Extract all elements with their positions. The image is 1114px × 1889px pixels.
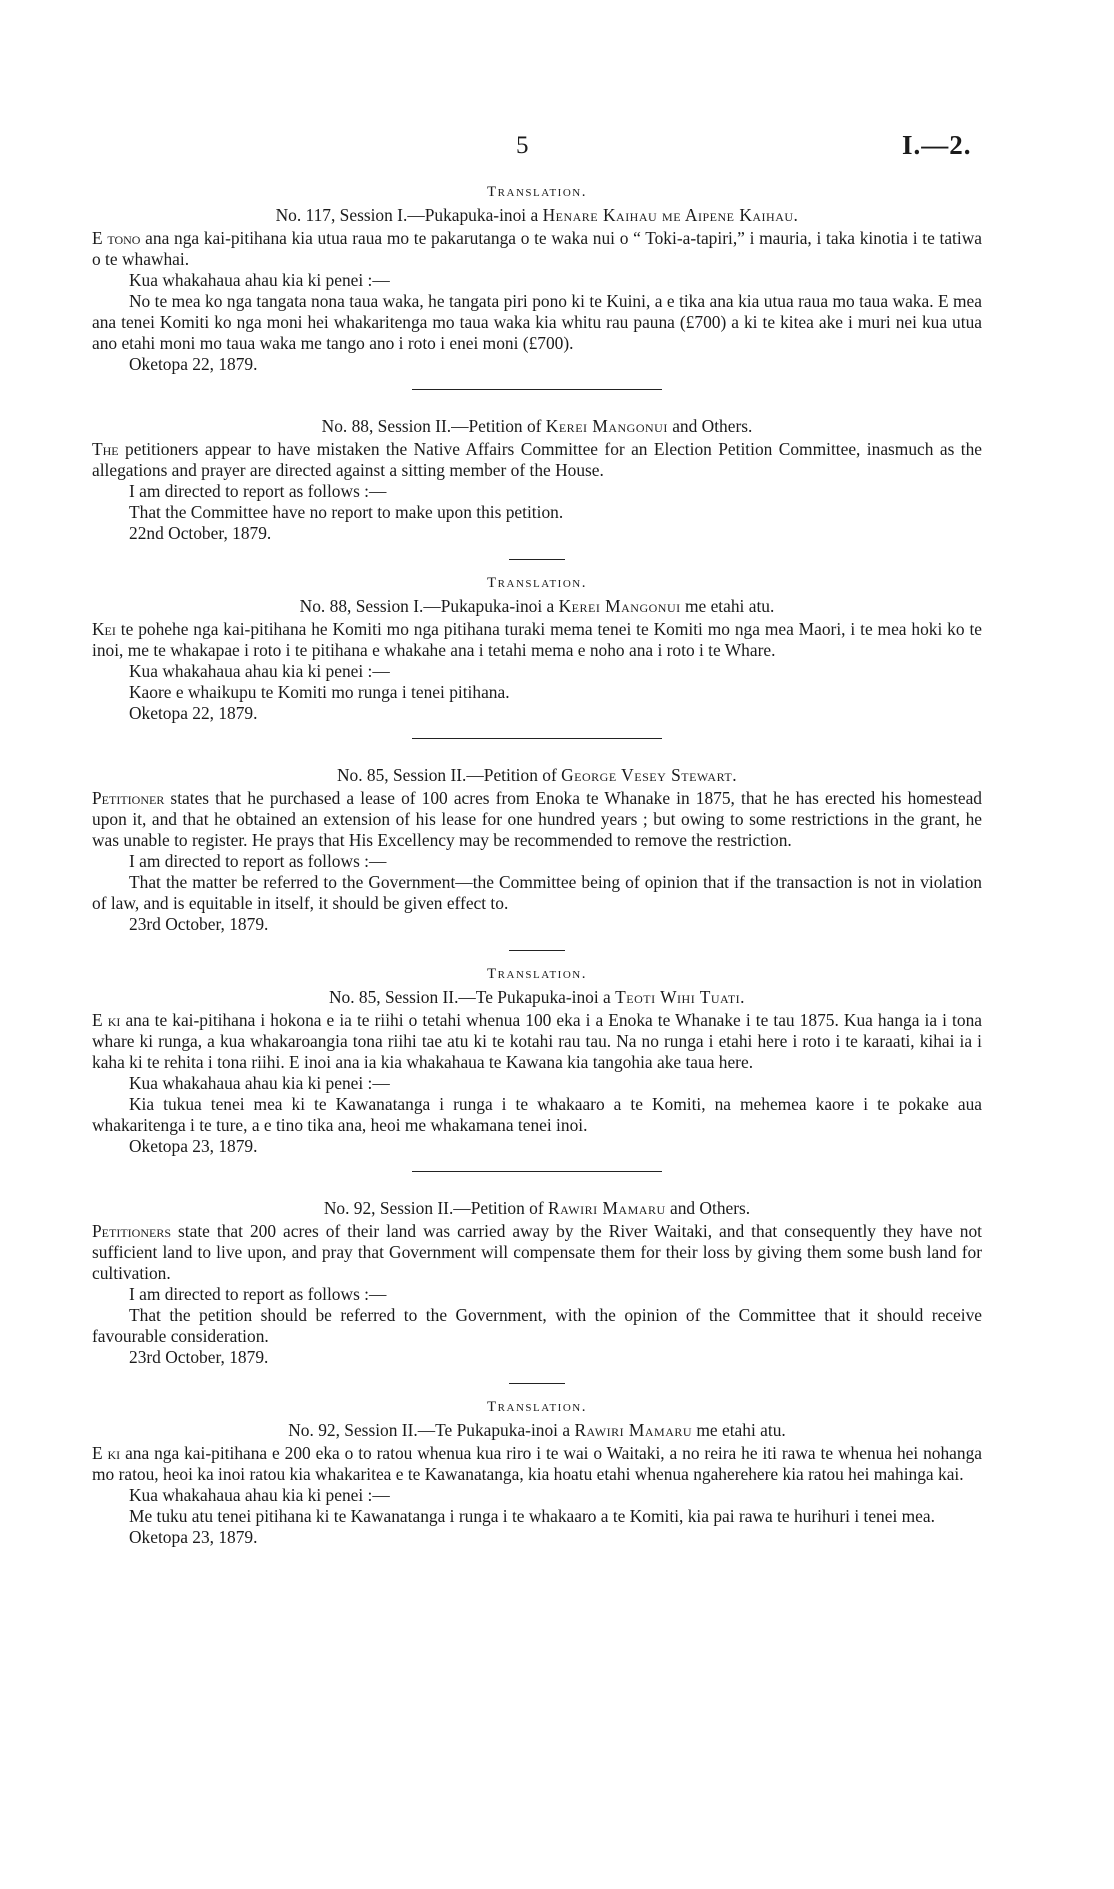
translation-heading: Translation.: [487, 966, 587, 982]
petition-title: No. 85, Session II.—Te Pukapuka-inoi a Teoti Wihi Tuati.: [328, 987, 746, 1007]
petition-section: [92, 182, 982, 375]
petition-title: No. 117, Session I.—Pukapuka-inoi a Henare Kaihau me Aipene Kaihau.: [275, 205, 799, 225]
petitioner-name: Henare Kaihau me Aipene Kaihau.: [542, 205, 799, 225]
petition-section: [92, 765, 982, 935]
petition-title: No. 92, Session II.—Petition of Rawiri Mamaru and Others.: [323, 1198, 751, 1218]
report-text: Kia tukua tenei mea ki te Kawanatanga i runga i te whakaaro a te Komiti, na mehemea kaore i te pokake aua whakaritenga i te ture, a e tino tika ana, heoi me whakamana tenei inoi.: [92, 1094, 982, 1135]
report-date: 22nd October, 1879.: [129, 523, 272, 543]
petition-summary: E ki ana nga kai-pitihana e 200 eka o to ratou whenua kua riro i te wai o Waitaki, a no reira he iti rawa te whenua hei nohanga mo ratou, heoi ka inoi ratou kia whakaritea e te Kawanatanga, kia hoatu etahi whenua ngaherehere kia ratou hei mahinga kai.: [92, 1443, 982, 1484]
document-body: [92, 182, 982, 1548]
petition-title: No. 88, Session I.—Pukapuka-inoi a Kerei Mangonui me etahi atu.: [299, 596, 775, 616]
petition-title: No. 88, Session II.—Petition of Kerei Mangonui and Others.: [321, 416, 753, 436]
lead-word: E tono: [92, 228, 141, 248]
petition-summary: The petitioners appear to have mistaken the Native Affairs Committee for an Election Petition Committee, inasmuch as the allegations and prayer are directed against a sitting member of the House.: [92, 439, 982, 480]
petition-section: [92, 416, 982, 544]
paper-reference: I.—2.: [902, 130, 972, 160]
petition-title: No. 85, Session II.—Petition of George Vesey Stewart.: [336, 765, 738, 785]
lead-word: The: [92, 439, 119, 459]
report-text: Kaore e whaikupu te Komiti mo runga i tenei pitihana.: [129, 682, 510, 702]
page-number: 5: [516, 132, 529, 159]
translation-divider: [509, 1383, 565, 1384]
directed-line: Kua whakahaua ahau kia ki penei :—: [129, 661, 390, 681]
lead-word: Petitioners: [92, 1221, 171, 1241]
petition-section: [92, 1198, 982, 1368]
petitioner-name: Kerei Mangonui: [545, 416, 668, 436]
section-divider: [412, 1171, 662, 1172]
petitioner-name: George Vesey Stewart.: [561, 765, 738, 785]
petition-section: [92, 964, 982, 1157]
lead-word: Petitioner: [92, 788, 165, 808]
petition-summary: Petitioner states that he purchased a lease of 100 acres from Enoka te Whanake in 1875, that he has erected his homestead upon it, and that he obtained an extension of his lease for one hundred years ; but owing to some restrictions in the grant, he was unable to register. He prays that His Excellency may be recommended to remove the restriction.: [92, 788, 982, 850]
petitioner-name: Rawiri Mamaru: [574, 1420, 693, 1440]
petitioner-name: Rawiri Mamaru: [548, 1198, 666, 1218]
petition-summary: E ki ana te kai-pitihana i hokona e ia te riihi o tetahi whenua 100 eka i a Enoka te Whanake i te tau 1875. Kua hanga ia i tona whare ki runga, a kua whakaroangia tona riihi tae atu ki te kotahi rau tau. Na no runga i etahi here i roto i te karaati, kihai ia i kaha ki te rehita i tona riihi. E inoi ana ia kia whakahaua te Kawana kia tangohia ake taua here.: [92, 1010, 982, 1072]
directed-line: Kua whakahaua ahau kia ki penei :—: [129, 1073, 390, 1093]
petition-section: [92, 573, 982, 724]
petition-summary: Kei te pohehe nga kai-pitihana he Komiti mo nga pitihana turaki mema tenei te Komiti mo nga mea Maori, i te mea hoki ko te inoi, me te whakapae i roto i te pitihana e whakahe ana i tetahi mema e noho ana i roto i te Whare.: [92, 619, 982, 660]
petition-summary: Petitioners state that 200 acres of their land was carried away by the River Waitaki, and that consequently they have not sufficient land to live upon, and pray that Government will compensate them for their loss by giving them some bush land for cultivation.: [92, 1221, 982, 1283]
directed-line: I am directed to report as follows :—: [129, 481, 387, 501]
directed-line: Kua whakahaua ahau kia ki penei :—: [129, 270, 390, 290]
directed-line: I am directed to report as follows :—: [129, 851, 387, 871]
report-date: Oketopa 22, 1879.: [129, 354, 258, 374]
petitioner-name: Kerei Mangonui: [558, 596, 681, 616]
directed-line: Kua whakahaua ahau kia ki penei :—: [129, 1485, 390, 1505]
report-date: 23rd October, 1879.: [129, 1347, 269, 1367]
lead-word: E ki: [92, 1443, 121, 1463]
section-divider: [412, 738, 662, 739]
report-text: That the petition should be referred to the Government, with the opinion of the Committee that it should receive favourable consideration.: [92, 1305, 982, 1346]
report-text: Me tuku atu tenei pitihana ki te Kawanatanga i runga i te whakaaro a te Komiti, kia pai rawa te hurihuri i tenei mea.: [129, 1506, 935, 1526]
report-date: 23rd October, 1879.: [129, 914, 269, 934]
report-date: Oketopa 22, 1879.: [129, 703, 258, 723]
translation-divider: [509, 950, 565, 951]
translation-heading: Translation.: [487, 575, 587, 591]
petition-title: No. 92, Session II.—Te Pukapuka-inoi a Rawiri Mamaru me etahi atu.: [288, 1420, 786, 1440]
report-text: That the matter be referred to the Government—the Committee being of opinion that if the transaction is not in violation of law, and is equitable in itself, it should be given effect to.: [92, 872, 982, 913]
translation-heading: Translation.: [487, 1399, 587, 1415]
report-date: Oketopa 23, 1879.: [129, 1527, 258, 1547]
report-text: That the Committee have no report to make upon this petition.: [129, 502, 564, 522]
translation-heading: Translation.: [487, 184, 587, 200]
petitioner-name: Teoti Wihi Tuati.: [615, 987, 746, 1007]
directed-line: I am directed to report as follows :—: [129, 1284, 387, 1304]
petition-summary: E tono ana nga kai-pitihana kia utua raua mo te pakarutanga o te waka nui o “ Toki-a-tapiri,” i mauria, i taka kinotia i te tatiwa o te whawhai.: [92, 228, 982, 269]
lead-word: E ki: [92, 1010, 121, 1030]
translation-divider: [509, 559, 565, 560]
report-text: No te mea ko nga tangata nona taua waka, he tangata piri pono ki te Kuini, a e tika ana kia utua raua mo taua waka. E mea ana tenei Komiti ko nga moni hei whakaritenga mo taua waka kia whitu rau pauna (£700) a ki te kitea ake i muri nei kua utua ano etahi moni mo taua waka me tango ano i roto i enei moni (£700).: [92, 291, 982, 353]
report-date: Oketopa 23, 1879.: [129, 1136, 258, 1156]
lead-word: Kei: [92, 619, 116, 639]
petition-section: [92, 1397, 982, 1548]
section-divider: [412, 389, 662, 390]
